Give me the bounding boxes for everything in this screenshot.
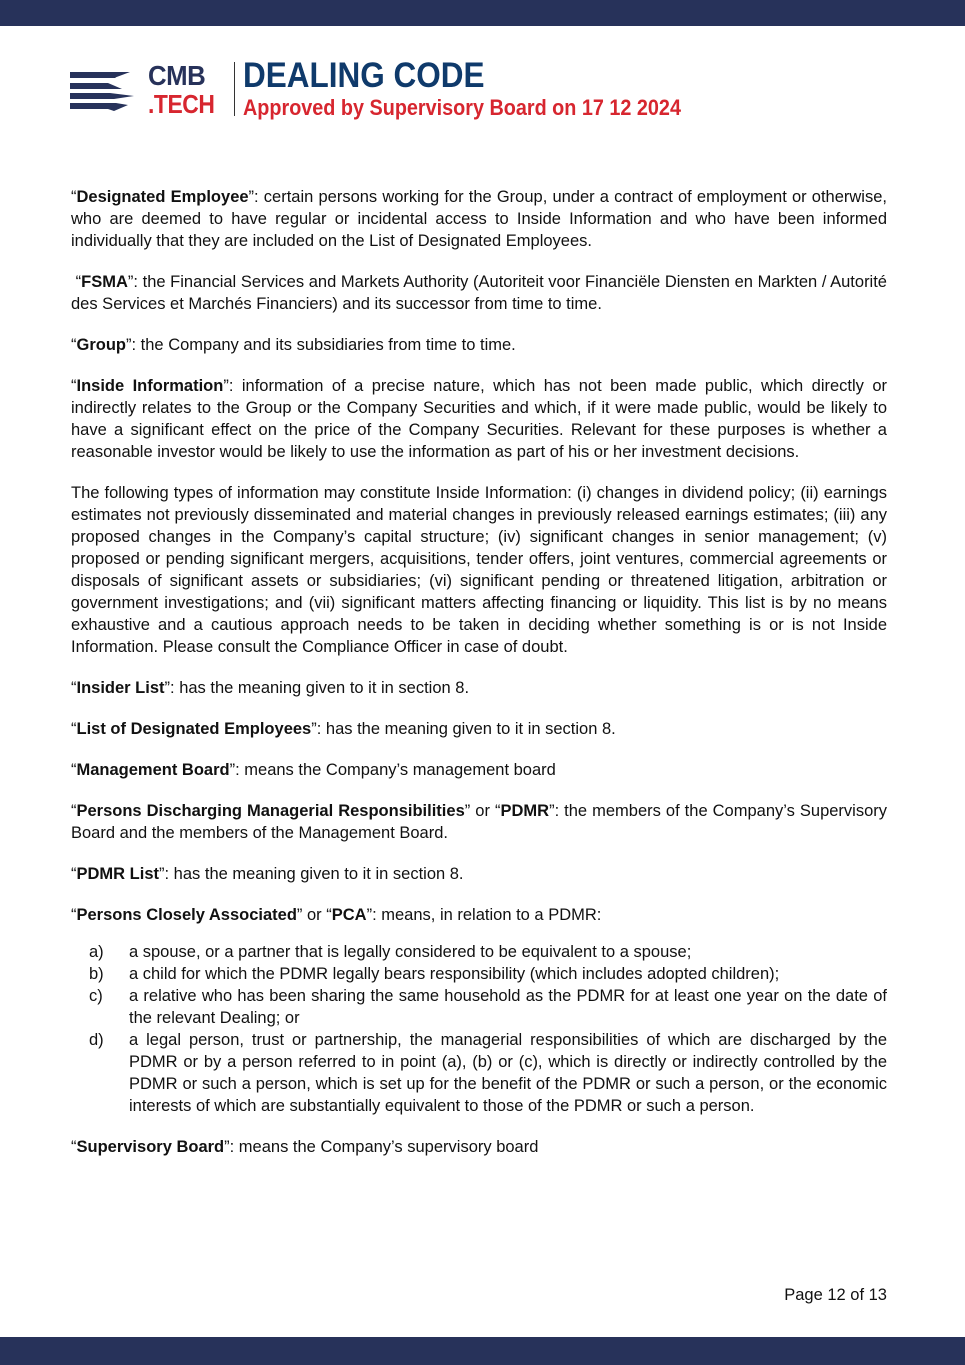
logo-tech: .TECH — [148, 88, 215, 119]
header-divider — [234, 62, 235, 116]
list-item: a) a spouse, or a partner that is legally considered to be equivalent to a spouse; — [89, 943, 692, 961]
logo-cmb: CMB — [148, 59, 206, 91]
definition-designated-employee: “Designated Employee”: certain persons working for the Group, under a contract of employment or otherwise, who are deemed to have regular or incidental access to Inside Information and who have been informed individually that they are included on the List of Designated Employees. — [71, 188, 887, 250]
definition-fsma: “FSMA”: the Financial Services and Markets Authority (Autoriteit voor Financiële Diensten en Markten / Autorité des Services et Marchés Financiers) and its successor from time to time. — [71, 273, 887, 313]
inside-information-examples: The following types of information may constitute Inside Information: (i) changes in dividend policy; (ii) earnings estimates not previously disseminated and material changes in previously released earnings estimates; (iii) any proposed changes in the Company’s capital structure; (iv) significant changes in senior management; (v) proposed or pending significant mergers, acquisitions, tender offers, joint ventures, commercial agreements or disposals of significant assets or subsidiaries; (vi) significant pending or threatened litigation, arbitration or government investigations; and (vii) significant matters affecting financing or liquidity. This list is by no means exhaustive and a cautious approach needs to be taken in deciding whether something is or is not Inside Information. Please consult the Compliance Officer in case of doubt. — [71, 484, 887, 656]
document-header — [70, 55, 729, 120]
definition-pca: “Persons Closely Associated” or “PCA”: means, in relation to a PDMR: — [71, 906, 602, 924]
term-abbr: PDMR — [500, 802, 550, 820]
definition-supervisory-board: “Supervisory Board”: means the Company’s supervisory board — [71, 1138, 539, 1156]
definition-pdmr: “Persons Discharging Managerial Responsibilities” or “PDMR”: the members of the Company’s Supervisory Board and the members of the Management Board. — [71, 802, 888, 842]
term: Persons Closely Associated — [76, 906, 297, 924]
term: Group — [76, 336, 126, 354]
definition-list-of-designated-employees: “List of Designated Employees”: has the meaning given to it in section 8. — [71, 720, 616, 738]
list-item: b) a child for which the PDMR legally bears responsibility (which includes adopted children); — [89, 965, 780, 983]
top-band — [0, 0, 965, 26]
definition-insider-list: “Insider List”: has the meaning given to it in section 8. — [71, 679, 470, 697]
definition-management-board: “Management Board”: means the Company’s management board — [71, 761, 556, 779]
logo-wordmark — [148, 59, 224, 119]
approval-subtitle: Approved by Supervisory Board on 17 12 2024 — [242, 94, 681, 120]
term: PDMR List — [76, 865, 159, 883]
pca-list — [71, 941, 887, 1117]
document-title: DEALING CODE — [242, 55, 485, 95]
list-item: c) a relative who has been sharing the same household as the PDMR for at least one year on the date of the relevant Dealing; or — [89, 987, 887, 1027]
term: Inside Information — [76, 377, 224, 395]
term: Persons Discharging Managerial Responsibilities — [76, 802, 465, 820]
bottom-band — [0, 1337, 965, 1365]
term: Designated Employee — [76, 188, 249, 206]
term: Insider List — [76, 679, 165, 697]
term: FSMA — [81, 273, 128, 291]
term: Management Board — [76, 761, 230, 779]
term: Supervisory Board — [76, 1138, 225, 1156]
list-item: d) a legal person, trust or partnership, the managerial responsibilities of which are discharged by the PDMR or by a person referred to in point (a), (b) or (c), which is directly or indirectly controlled by the PDMR or such a person, which is set up for the benefit of the PDMR or such a person, or the economic interests of which are substantially equivalent to those of the PDMR or such a person. — [89, 1031, 887, 1115]
cmb-tech-logo-icon — [70, 66, 136, 112]
definition-inside-information: “Inside Information”: information of a precise nature, which has not been made public, which directly or indirectly relates to the Group or the Company Securities and which, if it were made public, would be likely to have a significant effect on the price of the Company Securities. Relevant for these purposes is whether a reasonable investor would be likely to use the information as part of his or her investment decisions. — [71, 377, 888, 461]
term-abbr: PCA — [331, 906, 367, 924]
definition-group: “Group”: the Company and its subsidiaries from time to time. — [71, 336, 516, 354]
term: List of Designated Employees — [76, 720, 312, 738]
document-body — [71, 186, 887, 1177]
page-number: Page 12 of 13 — [784, 1286, 887, 1304]
definition-pdmr-list: “PDMR List”: has the meaning given to it in section 8. — [71, 865, 464, 883]
